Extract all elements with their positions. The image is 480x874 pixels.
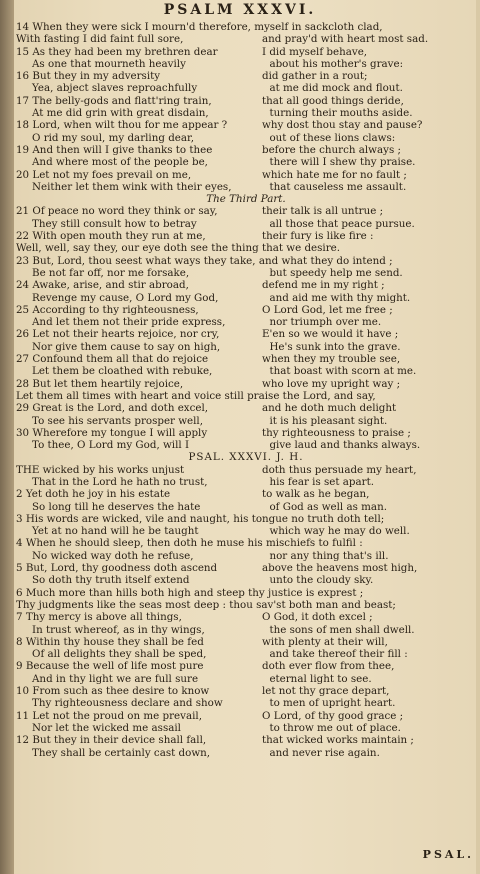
line-right: about his mother's grave: [269, 57, 404, 70]
text-line [16, 562, 476, 574]
line-right: before the church always ; [262, 143, 401, 156]
line-left: So long till he deserves the hate [32, 500, 201, 513]
line-left: At me did grin with great disdain, [32, 107, 209, 120]
line-right: who love my upright way ; [262, 377, 401, 390]
line-left: 17 The belly-gods and flatt'ring train, [16, 94, 212, 107]
page-header: PSALM XXXVI. [163, 2, 317, 18]
line-right: that boast with scorn at me. [269, 365, 417, 378]
line-right: to walk as he began, [262, 488, 370, 501]
line-right: to throw me out of place. [269, 721, 401, 734]
text-line [16, 181, 476, 193]
text-line [16, 304, 476, 316]
text-line [16, 390, 476, 402]
line-right: thy righteousness to praise ; [262, 426, 411, 439]
line-right: give laud and thanks always. [269, 439, 421, 452]
book-gutter-edge [0, 0, 14, 874]
catchword: PSAL. [422, 848, 474, 861]
line-left: 11 Let not the proud on me prevail, [16, 709, 202, 722]
line-left: Thy righteousness declare and show [32, 697, 223, 710]
line-text: 23 But, Lord, thou seest what ways they take, and what they do intend ; [16, 254, 393, 267]
line-left: They shall be certainly cast down, [32, 746, 211, 759]
text-line [16, 537, 476, 549]
line-left: 26 Let not their hearts rejoice, nor cry, [16, 328, 220, 341]
text-line [16, 439, 476, 451]
line-right: eternal light to see. [269, 672, 372, 685]
line-left: Let them be cloathed with rebuke, [32, 365, 213, 378]
text-line [16, 710, 476, 722]
text-line [16, 230, 476, 242]
line-left: Of all delights they shall be sped, [32, 648, 207, 661]
text-line [16, 169, 476, 181]
text-line [16, 587, 476, 599]
text-line [16, 218, 476, 230]
line-right: turning their mouths aside. [269, 107, 413, 120]
text-line [16, 722, 476, 734]
text-line [16, 451, 476, 463]
text-line [16, 316, 476, 328]
line-right: above the heavens most high, [262, 562, 418, 575]
line-left: No wicked way doth he refuse, [32, 549, 194, 562]
line-left: THE wicked by his works unjust [16, 463, 185, 476]
text-line [16, 636, 476, 648]
text-line [16, 267, 476, 279]
text-line [16, 599, 476, 611]
text-line [16, 378, 476, 390]
line-text: Let them all times with heart and voice still praise the Lord, and say, [16, 389, 376, 402]
text-line [16, 648, 476, 660]
line-left: To thee, O Lord my God, will I [32, 439, 190, 452]
line-left: O rid my soul, my darling dear, [32, 131, 195, 144]
text-line [16, 144, 476, 156]
line-right: with plenty at their will, [262, 635, 388, 648]
line-left: And where most of the people be, [32, 156, 208, 169]
line-left: In trust whereof, as in thy wings, [32, 623, 205, 636]
text-line [16, 70, 476, 82]
line-left: 12 But they in their device shall fall, [16, 734, 207, 747]
line-right: their fury is like fire : [262, 230, 374, 243]
text-line [16, 697, 476, 709]
line-right: nor triumph over me. [269, 316, 382, 329]
line-right: and take thereof their fill : [269, 648, 408, 661]
text-line [16, 488, 476, 500]
line-right: did gather in a rout; [262, 70, 368, 83]
line-left: That in the Lord he hath no trust, [32, 475, 208, 488]
text-line [16, 107, 476, 119]
line-left: 27 Confound them all that do rejoice [16, 353, 209, 366]
line-left: With fasting I did faint full sore, [16, 33, 184, 46]
section-title: The Third Part. [206, 193, 286, 206]
text-line [16, 550, 476, 562]
line-right: all those that peace pursue. [269, 217, 415, 230]
line-left: 2 Yet doth he joy in his estate [16, 488, 171, 501]
line-right: O God, it doth excel ; [262, 611, 373, 624]
line-left: Revenge my cause, O Lord my God, [32, 291, 219, 304]
line-left: 8 Within thy house they shall be fed [16, 635, 204, 648]
text-line [16, 747, 476, 759]
line-right: and he doth much delight [262, 402, 397, 415]
line-left: 22 With open mouth they run at me, [16, 230, 206, 243]
line-left: Nor give them cause to say on high, [32, 340, 221, 353]
line-right: to men of upright heart. [269, 697, 396, 710]
text-line [16, 402, 476, 414]
line-left: 10 From such as thee desire to know [16, 685, 210, 698]
line-right: their talk is all untrue ; [262, 205, 384, 218]
line-left: And let them not their pride express, [32, 316, 226, 329]
line-right: of God as well as man. [269, 500, 387, 513]
line-right: O Lord, of thy good grace ; [262, 709, 404, 722]
line-right: that all good things deride, [262, 94, 404, 107]
line-left: 15 As they had been my brethren dear [16, 45, 218, 58]
line-left: 19 And then will I give thanks to thee [16, 143, 213, 156]
text-line [16, 119, 476, 131]
text-line [16, 476, 476, 488]
line-right: nor any thing that's ill. [269, 549, 389, 562]
line-text: Well, well, say they, our eye doth see the thing that we desire. [16, 242, 341, 255]
line-left: 20 Let not my foes prevail on me, [16, 168, 192, 181]
text-line [16, 33, 476, 45]
line-right: out of these lions claws: [269, 131, 396, 144]
line-right: doth thus persuade my heart, [262, 463, 417, 476]
line-right: and pray'd with heart most sad. [262, 33, 429, 46]
line-right: O Lord God, let me free ; [262, 303, 393, 316]
line-right: He's sunk into the grave. [269, 340, 401, 353]
text-line [16, 255, 476, 267]
line-right: his fear is set apart. [269, 475, 375, 488]
line-left: As one that mourneth heavily [32, 57, 186, 70]
line-text: Thy judgments like the seas most deep : thou sav'st both man and beast; [16, 598, 396, 611]
text-line [16, 46, 476, 58]
line-right: let not thy grace depart, [262, 685, 390, 698]
line-left: Yet at no hand will he be taught [32, 525, 199, 538]
text-line [16, 58, 476, 70]
line-left: 24 Awake, arise, and stir abroad, [16, 279, 189, 292]
line-left: 21 Of peace no word they think or say, [16, 205, 218, 218]
text-line [16, 734, 476, 746]
line-right: why dost thou stay and pause? [262, 119, 423, 132]
line-left: So doth thy truth itself extend [32, 574, 190, 587]
line-right: and never rise again. [269, 746, 380, 759]
line-right: I did myself behave, [262, 45, 368, 58]
line-right: that causeless me assault. [269, 180, 407, 193]
line-right: that wicked works maintain ; [262, 734, 414, 747]
line-left: 28 But let them heartily rejoice, [16, 377, 184, 390]
text-line [16, 95, 476, 107]
text-line [16, 660, 476, 672]
line-left: 7 Thy mercy is above all things, [16, 611, 182, 624]
text-line [16, 292, 476, 304]
line-right: which way he may do well. [269, 525, 410, 538]
line-right: the sons of men shall dwell. [269, 623, 415, 636]
text-line [16, 611, 476, 623]
text-line [16, 365, 476, 377]
line-text: 14 When they were sick I mourn'd therefore, myself in sackcloth clad, [16, 21, 383, 33]
line-left: Yea, abject slaves reproachfully [32, 82, 198, 95]
line-right: unto the cloudy sky. [269, 574, 374, 587]
line-right: which hate me for no fault ; [262, 168, 407, 181]
line-right: but speedy help me send. [269, 266, 403, 279]
line-text: 4 When he should sleep, then doth he muse his mischiefs to fulfil : [16, 537, 363, 550]
text-line [16, 464, 476, 476]
text-line [16, 673, 476, 685]
text-line [16, 132, 476, 144]
line-left: Be not far off, nor me forsake, [32, 266, 190, 279]
text-line [16, 205, 476, 217]
line-right: and aid me with thy might. [269, 291, 411, 304]
line-left: And in thy light we are full sure [32, 672, 199, 685]
text-line [16, 341, 476, 353]
line-left: 5 But, Lord, thy goodness doth ascend [16, 562, 218, 575]
psalm-heading: PSAL. XXXVI. J. H. [188, 451, 304, 464]
line-right: when they my trouble see, [262, 353, 401, 366]
text-line [16, 193, 476, 205]
psalm-text [16, 21, 476, 759]
line-left: 18 Lord, when wilt thou for me appear ? [16, 119, 228, 132]
text-line [16, 574, 476, 586]
text-line [16, 156, 476, 168]
line-text: 3 His words are wicked, vile and naught, his tongue no truth doth tell; [16, 512, 385, 525]
line-right: at me did mock and flout. [269, 82, 403, 95]
line-left: They still consult how to betray [32, 217, 197, 230]
text-line [16, 353, 476, 365]
line-right: there will I shew thy praise. [269, 156, 416, 169]
line-left: 9 Because the well of life most pure [16, 660, 204, 673]
text-line [16, 279, 476, 291]
line-left: To see his servants prosper well, [32, 414, 203, 427]
text-line [16, 415, 476, 427]
line-left: 25 According to thy righteousness, [16, 303, 199, 316]
line-left: 16 But they in my adversity [16, 70, 161, 83]
line-left: Nor let the wicked me assail [32, 721, 181, 734]
text-line [16, 513, 476, 525]
text-line [16, 427, 476, 439]
text-line [16, 21, 476, 33]
text-line [16, 242, 476, 254]
line-right: it is his pleasant sight. [269, 414, 388, 427]
line-left: 30 Wherefore my tongue I will apply [16, 426, 208, 439]
line-left: 29 Great is the Lord, and doth excel, [16, 402, 209, 415]
text-line [16, 82, 476, 94]
line-right: defend me in my right ; [262, 279, 385, 292]
text-line [16, 501, 476, 513]
text-line [16, 328, 476, 340]
line-right: doth ever flow from thee, [262, 660, 395, 673]
line-right: E'en so we would it have ; [262, 328, 399, 341]
text-line [16, 624, 476, 636]
line-text: 6 Much more than hills both high and steep thy justice is exprest ; [16, 586, 364, 599]
text-line [16, 525, 476, 537]
text-line [16, 685, 476, 697]
line-left: Neither let them wink with their eyes, [32, 180, 232, 193]
